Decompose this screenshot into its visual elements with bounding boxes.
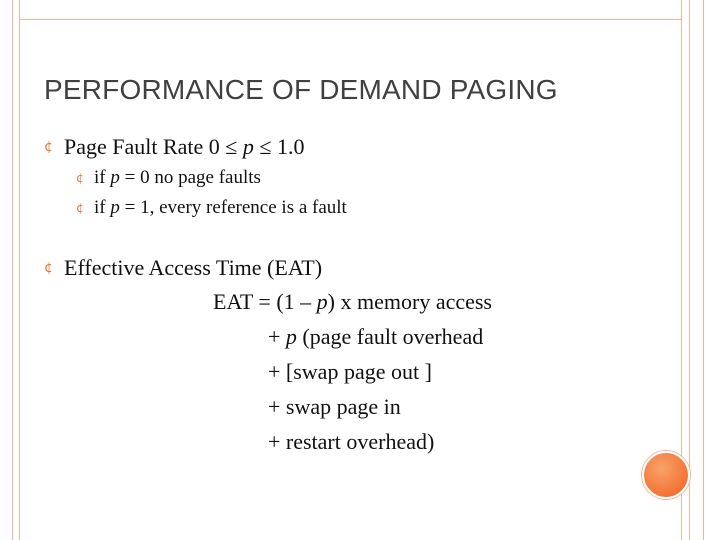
- variable-p: p: [110, 197, 120, 218]
- bullet-icon: ¢: [44, 260, 53, 276]
- sub-bullet-icon: ¢: [76, 171, 84, 185]
- bullet-effective-access-time: Effective Access Time (EAT): [64, 255, 323, 280]
- variable-p: p: [110, 167, 120, 188]
- formula-line: [268, 324, 483, 350]
- formula-line: [268, 359, 432, 385]
- formula-prefix: + restart overhead): [268, 429, 435, 454]
- sub-bullet-prefix: if: [94, 167, 111, 188]
- formula-line: [213, 289, 492, 315]
- sub-bullet-suffix: = 1, every reference is a fault: [119, 197, 347, 218]
- formula-suffix: ) x memory access: [327, 289, 492, 314]
- sub-bullet-suffix: = 0 no page faults: [119, 167, 261, 188]
- frame-line-right-b: [689, 0, 690, 540]
- formula-line: [268, 394, 401, 420]
- formula-prefix: + swap page in: [268, 394, 401, 419]
- frame-line-left-inner: [19, 0, 20, 540]
- variable-p: p: [242, 134, 254, 159]
- sub-bullet-every-fault: [94, 197, 347, 219]
- formula-line: [268, 429, 434, 455]
- sub-bullet-no-faults: [94, 167, 261, 189]
- variable-p: p: [285, 324, 297, 349]
- formula-suffix: (page fault overhead: [296, 324, 484, 349]
- formula-prefix: + [swap page out ]: [268, 359, 432, 384]
- decorative-orange-circle: [642, 451, 690, 499]
- slide-title: PERFORMANCE OF DEMAND PAGING: [44, 74, 558, 105]
- frame-line-top: [20, 19, 681, 20]
- bullet-text-suffix: ≤ 1.0: [253, 134, 305, 159]
- formula-prefix: +: [268, 324, 286, 349]
- frame-line-right-c: [703, 0, 704, 540]
- frame-line-left-outer: [12, 0, 13, 540]
- formula-prefix: EAT = (1 –: [213, 289, 317, 314]
- variable-p: p: [316, 289, 328, 314]
- sub-bullet-icon: ¢: [76, 201, 84, 215]
- bullet-page-fault-rate: [64, 134, 304, 160]
- bullet-icon: ¢: [44, 139, 53, 155]
- sub-bullet-prefix: if: [94, 197, 111, 218]
- bullet-text-prefix: Page Fault Rate 0 ≤: [64, 134, 243, 159]
